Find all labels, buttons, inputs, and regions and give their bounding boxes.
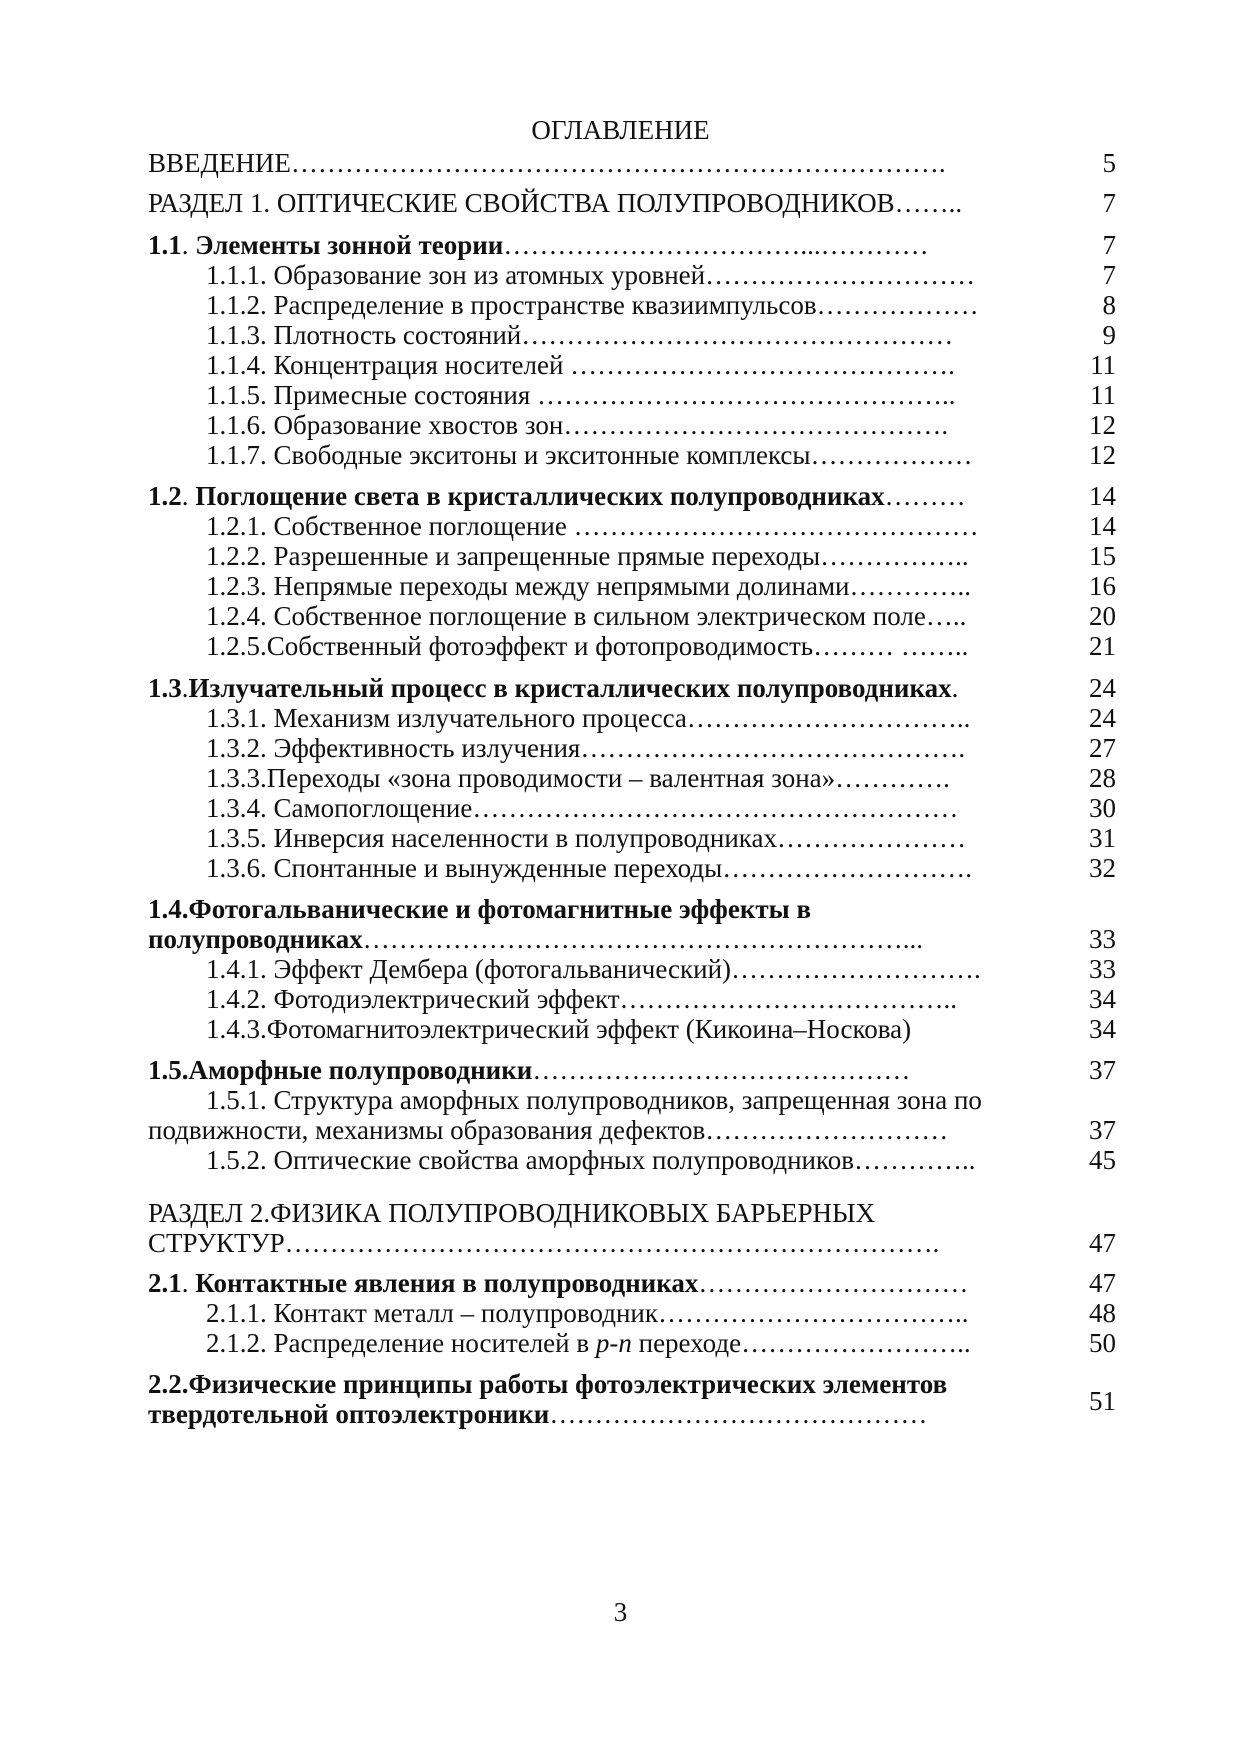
toc-page-1-3: 24 (1089, 673, 1116, 703)
toc-page-1-1-1: 7 (1102, 260, 1116, 290)
toc-entry-1-3-4: 1.3.4. Самопоглощение……………………………………………… (206, 793, 959, 823)
toc-entry-1-2-title: Поглощение света в кристаллических полупроводниках (195, 481, 885, 511)
toc-entry-1-1-6: 1.1.6. Образование хвостов зон……………………………………. (206, 410, 949, 440)
toc-entry-2-1-title: Контактные явления в полупроводниках (195, 1268, 699, 1298)
toc-entry-2-1: 2.1. Контактные явления в полупроводниках………………………… (148, 1268, 969, 1298)
toc-page-1-5: 37 (1089, 1055, 1116, 1085)
toc-page-1-5-2: 45 (1089, 1145, 1116, 1175)
toc-entry-section-2-line2: СТРУКТУР………………………………………………………………. (148, 1228, 940, 1258)
page-title: ОГЛАВЛЕНИЕ (531, 115, 710, 145)
toc-entry-1-1-2: 1.1.2. Распределение в пространстве квазиимпульсов……………… (206, 290, 979, 320)
toc-page-1-2-4: 20 (1089, 601, 1116, 631)
toc-page-1-1-7: 12 (1089, 440, 1116, 470)
page-number: 3 (613, 1597, 628, 1627)
toc-page-1-1-4: 11 (1090, 350, 1116, 380)
toc-entry-1-2-num: 1.2 (148, 481, 182, 511)
toc-entry-2-2-title-line2: твердотельной оптоэлектроники (148, 1399, 550, 1429)
toc-entry-2-2-line1 (148, 1367, 1048, 1401)
toc-page-1-3-6: 32 (1089, 853, 1116, 883)
toc-page-1-2: 14 (1089, 481, 1116, 511)
toc-entry-2-1-2-italic: p-n (595, 1328, 632, 1358)
toc-page-2-2: 51 (1089, 1386, 1116, 1416)
toc-entry-1-3-5: 1.3.5. Инверсия населенности в полупроводниках………………… (206, 823, 966, 853)
toc-page-2-1: 47 (1089, 1268, 1116, 1298)
toc-entry-1-2-4: 1.2.4. Собственное поглощение в сильном электрическом поле….. (206, 601, 967, 631)
toc-entry-1-4-line2 (148, 922, 1048, 956)
toc-page-1-4-2: 34 (1089, 984, 1116, 1014)
toc-page-1-1-5: 11 (1090, 380, 1116, 410)
toc-entry-2-2-title-line1: 2.2.Физические принципы работы фотоэлектрических элементов (148, 1369, 948, 1399)
toc-entry-1-5 (148, 1053, 1048, 1087)
toc-entry-1-4-line1 (148, 892, 1048, 926)
toc-entry-1-1-5: 1.1.5. Примесные состояния ……………………………………….. (206, 380, 956, 410)
toc-entry-section-1: РАЗДЕЛ 1. ОПТИЧЕСКИЕ СВОЙСТВА ПОЛУПРОВОДНИКОВ…….. (148, 188, 963, 218)
toc-page-1-4: 33 (1089, 924, 1116, 954)
toc-page-1-2-5: 21 (1089, 631, 1116, 661)
toc-entry-1-4-title-line1: 1.4.Фотогальванические и фотомагнитные эффекты в (148, 894, 812, 924)
toc-page-1-2-1: 14 (1089, 511, 1116, 541)
toc-entry-1-2-2: 1.2.2. Разрешенные и запрещенные прямые переходы…………….. (206, 541, 969, 571)
toc-entry-2-2-line2 (148, 1397, 1048, 1431)
toc-entry-1-3-2: 1.3.2. Эффективность излучения……………………………………. (206, 733, 966, 763)
toc-entry-2-2-leader: …………………………………… (549, 1399, 928, 1429)
toc-entry-1-3-num: 1.3 (148, 673, 182, 703)
toc-entry-1-3-leader: . (951, 673, 959, 703)
toc-entry-intro: ВВЕДЕНИЕ………………………………………………………………. (148, 148, 946, 178)
toc-entry-1-4-leader: ……………………………………………………... (362, 924, 924, 954)
toc-entry-1-1-3: 1.1.3. Плотность состояний………………………………………… (206, 320, 954, 350)
toc-entry-1-4-title-line2: полупроводниках (148, 924, 363, 954)
toc-entry-2-1-2 (206, 1326, 1048, 1360)
toc-entry-2-1-1: 2.1.1. Контакт металл – полупроводник…………………………….. (206, 1298, 969, 1328)
toc-entry-1-1-num: 1.1 (148, 230, 182, 260)
toc-entry-1-5-1-line1: 1.5.1. Структура аморфных полупроводников, запрещенная зона по (206, 1085, 982, 1115)
toc-entry-2-1-num: 2.1 (148, 1268, 182, 1298)
toc-page-1-3-4: 30 (1089, 793, 1116, 823)
toc-entry-1-1-title: Элементы зонной теории (195, 230, 504, 260)
toc-page-1-3-3: 28 (1089, 763, 1116, 793)
toc-entry-1-2-5: 1.2.5.Собственный фотоэффект и фотопроводимость……… …….. (206, 631, 969, 661)
toc-page-1-1-2: 8 (1102, 290, 1116, 320)
toc-entry-1-3-1: 1.3.1. Механизм излучательного процесса………………………….. (206, 703, 971, 733)
toc-entry-1-5-1-line2: подвижности, механизмы образования дефектов……………………… (148, 1115, 949, 1145)
toc-entry-2-1-2-suffix: переходе…………………….. (631, 1328, 971, 1358)
toc-entry-1-1-leader: ……………………………...………… (503, 230, 929, 260)
toc-entry-1-4-3: 1.4.3.Фотомагнитоэлектрический эффект (Кикоина–Носкова) (206, 1014, 912, 1044)
toc-entry-1-2: 1.2. Поглощение света в кристаллических полупроводниках……… (148, 481, 966, 511)
toc-page-1-4-3: 34 (1089, 1014, 1116, 1044)
toc-entry-1-1-1: 1.1.1. Образование зон из атомных уровней………………………… (206, 260, 976, 290)
toc-page-2-1-2: 50 (1089, 1328, 1116, 1358)
toc-entry-1-3-title: Излучательный процесс в кристаллических полупроводниках (188, 673, 952, 703)
toc-entry-1-4-1: 1.4.1. Эффект Дембера (фотогальванический)………………………. (206, 954, 981, 984)
toc-entry-1-2-1: 1.2.1. Собственное поглощение ……………………………………… (206, 511, 979, 541)
toc-page-1-3-1: 24 (1089, 703, 1116, 733)
toc-entry-1-5-leader: …………………………………… (532, 1055, 911, 1085)
toc-page-1-1: 7 (1102, 230, 1116, 260)
toc-entry-1-1: 1.1. Элементы зонной теории……………………………...………… (148, 230, 929, 260)
toc-entry-1-4-2: 1.4.2. Фотодиэлектрический эффект……………………………….. (206, 984, 958, 1014)
toc-entry-1-5-title: 1.5.Аморфные полупроводники (148, 1055, 533, 1085)
toc-entry-1-3-6: 1.3.6. Спонтанные и вынужденные переходы………………………. (206, 853, 973, 883)
toc-page-1-2-3: 16 (1089, 571, 1116, 601)
toc-page-1-1-6: 12 (1089, 410, 1116, 440)
toc-page-1-2-2: 15 (1089, 541, 1116, 571)
toc-page-1-4-1: 33 (1089, 954, 1116, 984)
toc-entry-section-2-line1: РАЗДЕЛ 2.ФИЗИКА ПОЛУПРОВОДНИКОВЫХ БАРЬЕРНЫХ (148, 1198, 876, 1228)
toc-entry-1-5-2: 1.5.2. Оптические свойства аморфных полупроводников………….. (206, 1145, 976, 1175)
toc-page-1-3-2: 27 (1089, 733, 1116, 763)
toc-entry-1-3: 1.3.Излучательный процесс в кристаллических полупроводниках. (148, 673, 959, 703)
toc-entry-1-3-3: 1.3.3.Переходы «зона проводимости – валентная зона»…………. (206, 763, 950, 793)
toc-page-intro: 5 (1102, 148, 1116, 178)
toc-entry-1-1-4: 1.1.4. Концентрация носителей ……………………………………. (206, 350, 955, 380)
toc-entry-2-1-2-prefix: 2.1.2. Распределение носителей в (206, 1328, 596, 1358)
toc-entry-1-2-3: 1.2.3. Непрямые переходы между непрямыми долинами………….. (206, 571, 971, 601)
toc-entry-1-1-7: 1.1.7. Свободные экситоны и экситонные комплексы……………… (206, 440, 973, 470)
toc-entry-2-1-leader: ………………………… (698, 1268, 969, 1298)
toc-page-1-1-3: 9 (1102, 320, 1116, 350)
toc-entry-1-2-leader: ……… (884, 481, 966, 511)
toc-page-section-1: 7 (1102, 188, 1116, 218)
toc-page-1-3-5: 31 (1089, 823, 1116, 853)
toc-page-1-5-1: 37 (1089, 1115, 1116, 1145)
toc-page-2-1-1: 48 (1089, 1298, 1116, 1328)
toc-page-section-2: 47 (1089, 1228, 1116, 1258)
